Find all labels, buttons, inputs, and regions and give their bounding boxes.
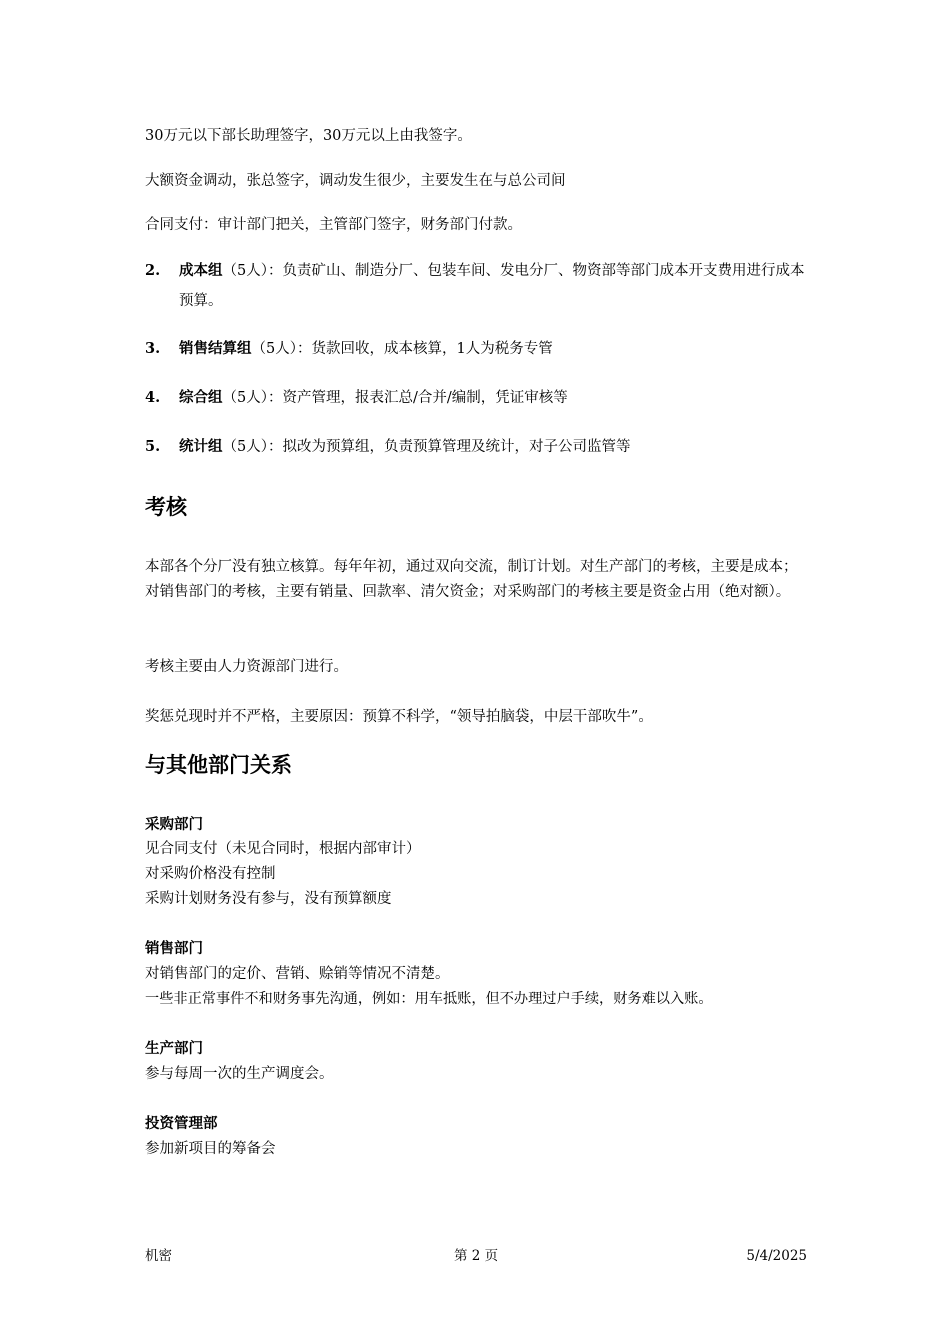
paragraph: 奖惩兑现时并不严格，主要原因：预算不科学，“领导拍脑袋，中层干部吹牛”。 (145, 709, 653, 725)
list-text (179, 256, 809, 316)
text-line: 一些非正常事件不和财务事先沟通，例如：用车抵账，但不办理过户手续，财务难以入账。 (145, 991, 713, 1007)
list-text (179, 334, 809, 364)
list-title: 销售结算组 (179, 340, 252, 357)
text-line: 合同支付：审计部门把关，主管部门签字，财务部门付款。 (145, 217, 522, 233)
list-text (179, 432, 809, 462)
list-item (145, 388, 810, 418)
paragraph: 考核主要由人力资源部门进行。 (145, 659, 348, 675)
paragraph: 本部各个分厂没有独立核算。每年年初，通过双向交流，制订计划。对生产部门的考核，主要是成本；对销售部门的考核，主要有销量、回款率、清欠资金；对采购部门的考核主要是资金占用（绝对额）。 (145, 559, 798, 600)
footer-date: 5/4/2025 (746, 1248, 807, 1264)
list-count: （5人）： (222, 390, 283, 406)
list-desc: 资产管理，报表汇总/合并/编制，凭证审核等 (282, 390, 568, 406)
section-heading: 考核 (145, 495, 187, 519)
subsection-title: 销售部门 (145, 941, 203, 957)
list-item (145, 339, 810, 369)
list-desc: 拟改为预算组，负责预算管理及统计，对子公司监管等 (282, 439, 631, 455)
text-line: 参与每周一次的生产调度会。 (145, 1066, 334, 1082)
text-line: 大额资金调动，张总签字，调动发生很少，主要发生在与总公司间 (145, 173, 566, 189)
list-count: （5人）： (251, 341, 312, 357)
list-desc: 货款回收，成本核算，1人为税务专管 (311, 341, 553, 357)
section-heading: 与其他部门关系 (145, 753, 292, 777)
subsection-title: 生产部门 (145, 1041, 203, 1057)
text-line: 见合同支付（未见合同时，根据内部审计） (145, 841, 421, 857)
list-item (145, 437, 810, 467)
text-line: 30万元以下部长助理签字，30万元以上由我签字。 (145, 128, 472, 144)
list-number: 2. (145, 262, 161, 279)
list-title: 统计组 (179, 438, 223, 455)
list-title: 综合组 (179, 389, 223, 406)
list-count: （5人）： (222, 439, 283, 455)
list-desc: 负责矿山、制造分厂、包装车间、发电分厂、物资部等部门成本开支费用进行成本预算。 (179, 263, 805, 309)
list-item (145, 261, 810, 321)
subsection-title: 投资管理部 (145, 1116, 218, 1132)
list-number: 5. (145, 438, 161, 455)
text-line: 对销售部门的定价、营销、赊销等情况不清楚。 (145, 966, 450, 982)
text-line: 采购计划财务没有参与，没有预算额度 (145, 891, 392, 907)
list-text (179, 383, 809, 413)
list-number: 4. (145, 389, 161, 406)
text-line: 对采购价格没有控制 (145, 866, 276, 882)
subsection-title: 采购部门 (145, 817, 203, 833)
text-line: 参加新项目的筹备会 (145, 1141, 276, 1157)
list-number: 3. (145, 340, 161, 357)
footer-confidential: 机密 (145, 1248, 172, 1264)
footer-page-number: 第 2 页 (454, 1248, 499, 1264)
list-title: 成本组 (179, 262, 223, 279)
list-count: （5人）： (222, 263, 283, 279)
